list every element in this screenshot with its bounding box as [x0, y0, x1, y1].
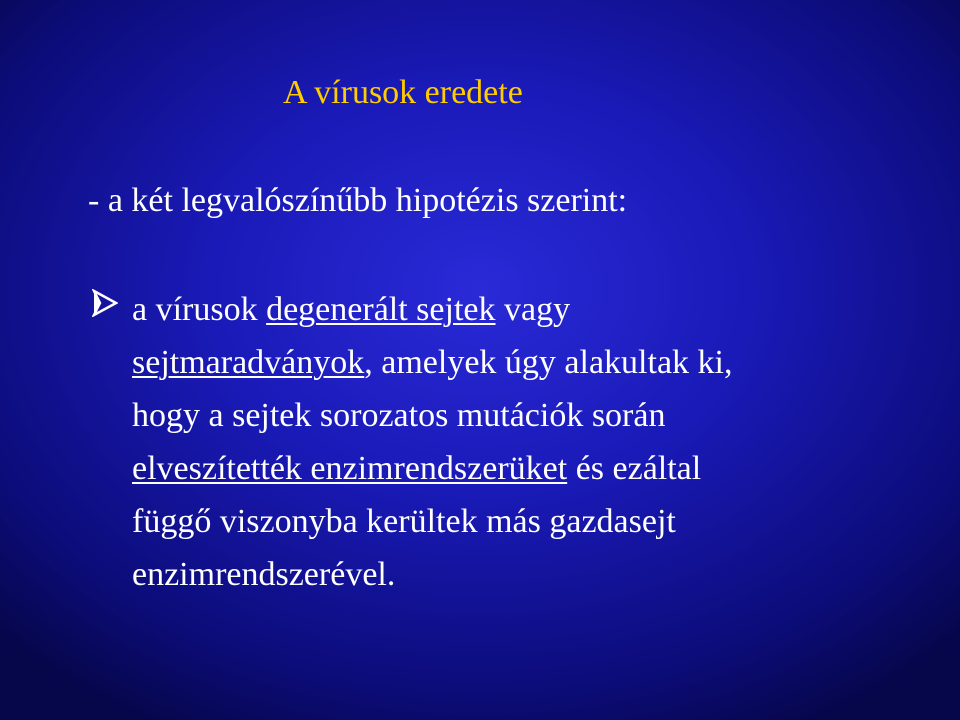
text-run: hogy a sejtek sorozatos mutációk során — [132, 397, 666, 434]
arrowhead-bullet-icon — [92, 289, 118, 317]
bullet-line-5 — [132, 495, 912, 548]
bullet-text — [132, 283, 912, 601]
underlined-term-sejtmaradvanyok: sejtmaradványok — [132, 344, 365, 381]
bullet-line-3 — [132, 389, 912, 442]
text-run: , amelyek úgy alakultak ki, — [364, 344, 733, 381]
bullet-line-6 — [132, 548, 912, 601]
text-run: vagy — [495, 291, 571, 328]
text-run: a vírusok — [132, 291, 267, 328]
text-run: enzimrendszerével. — [132, 556, 396, 593]
underlined-term-enzimrendszeruket: elveszítették enzimrendszerüket — [132, 450, 568, 487]
bullet-line-2 — [132, 336, 912, 389]
slide-title: A vírusok eredete — [283, 74, 523, 111]
underlined-term-degeneralt-sejtek: degenerált sejtek — [266, 291, 496, 328]
text-run: és ezáltal — [567, 450, 702, 487]
text-run: függő viszonyba kerültek más gazdasejt — [132, 503, 676, 540]
bullet-line-4 — [132, 442, 912, 495]
bullet-line-1 — [132, 283, 912, 336]
intro-text: - a két legvalószínűbb hipotézis szerint: — [88, 182, 628, 219]
